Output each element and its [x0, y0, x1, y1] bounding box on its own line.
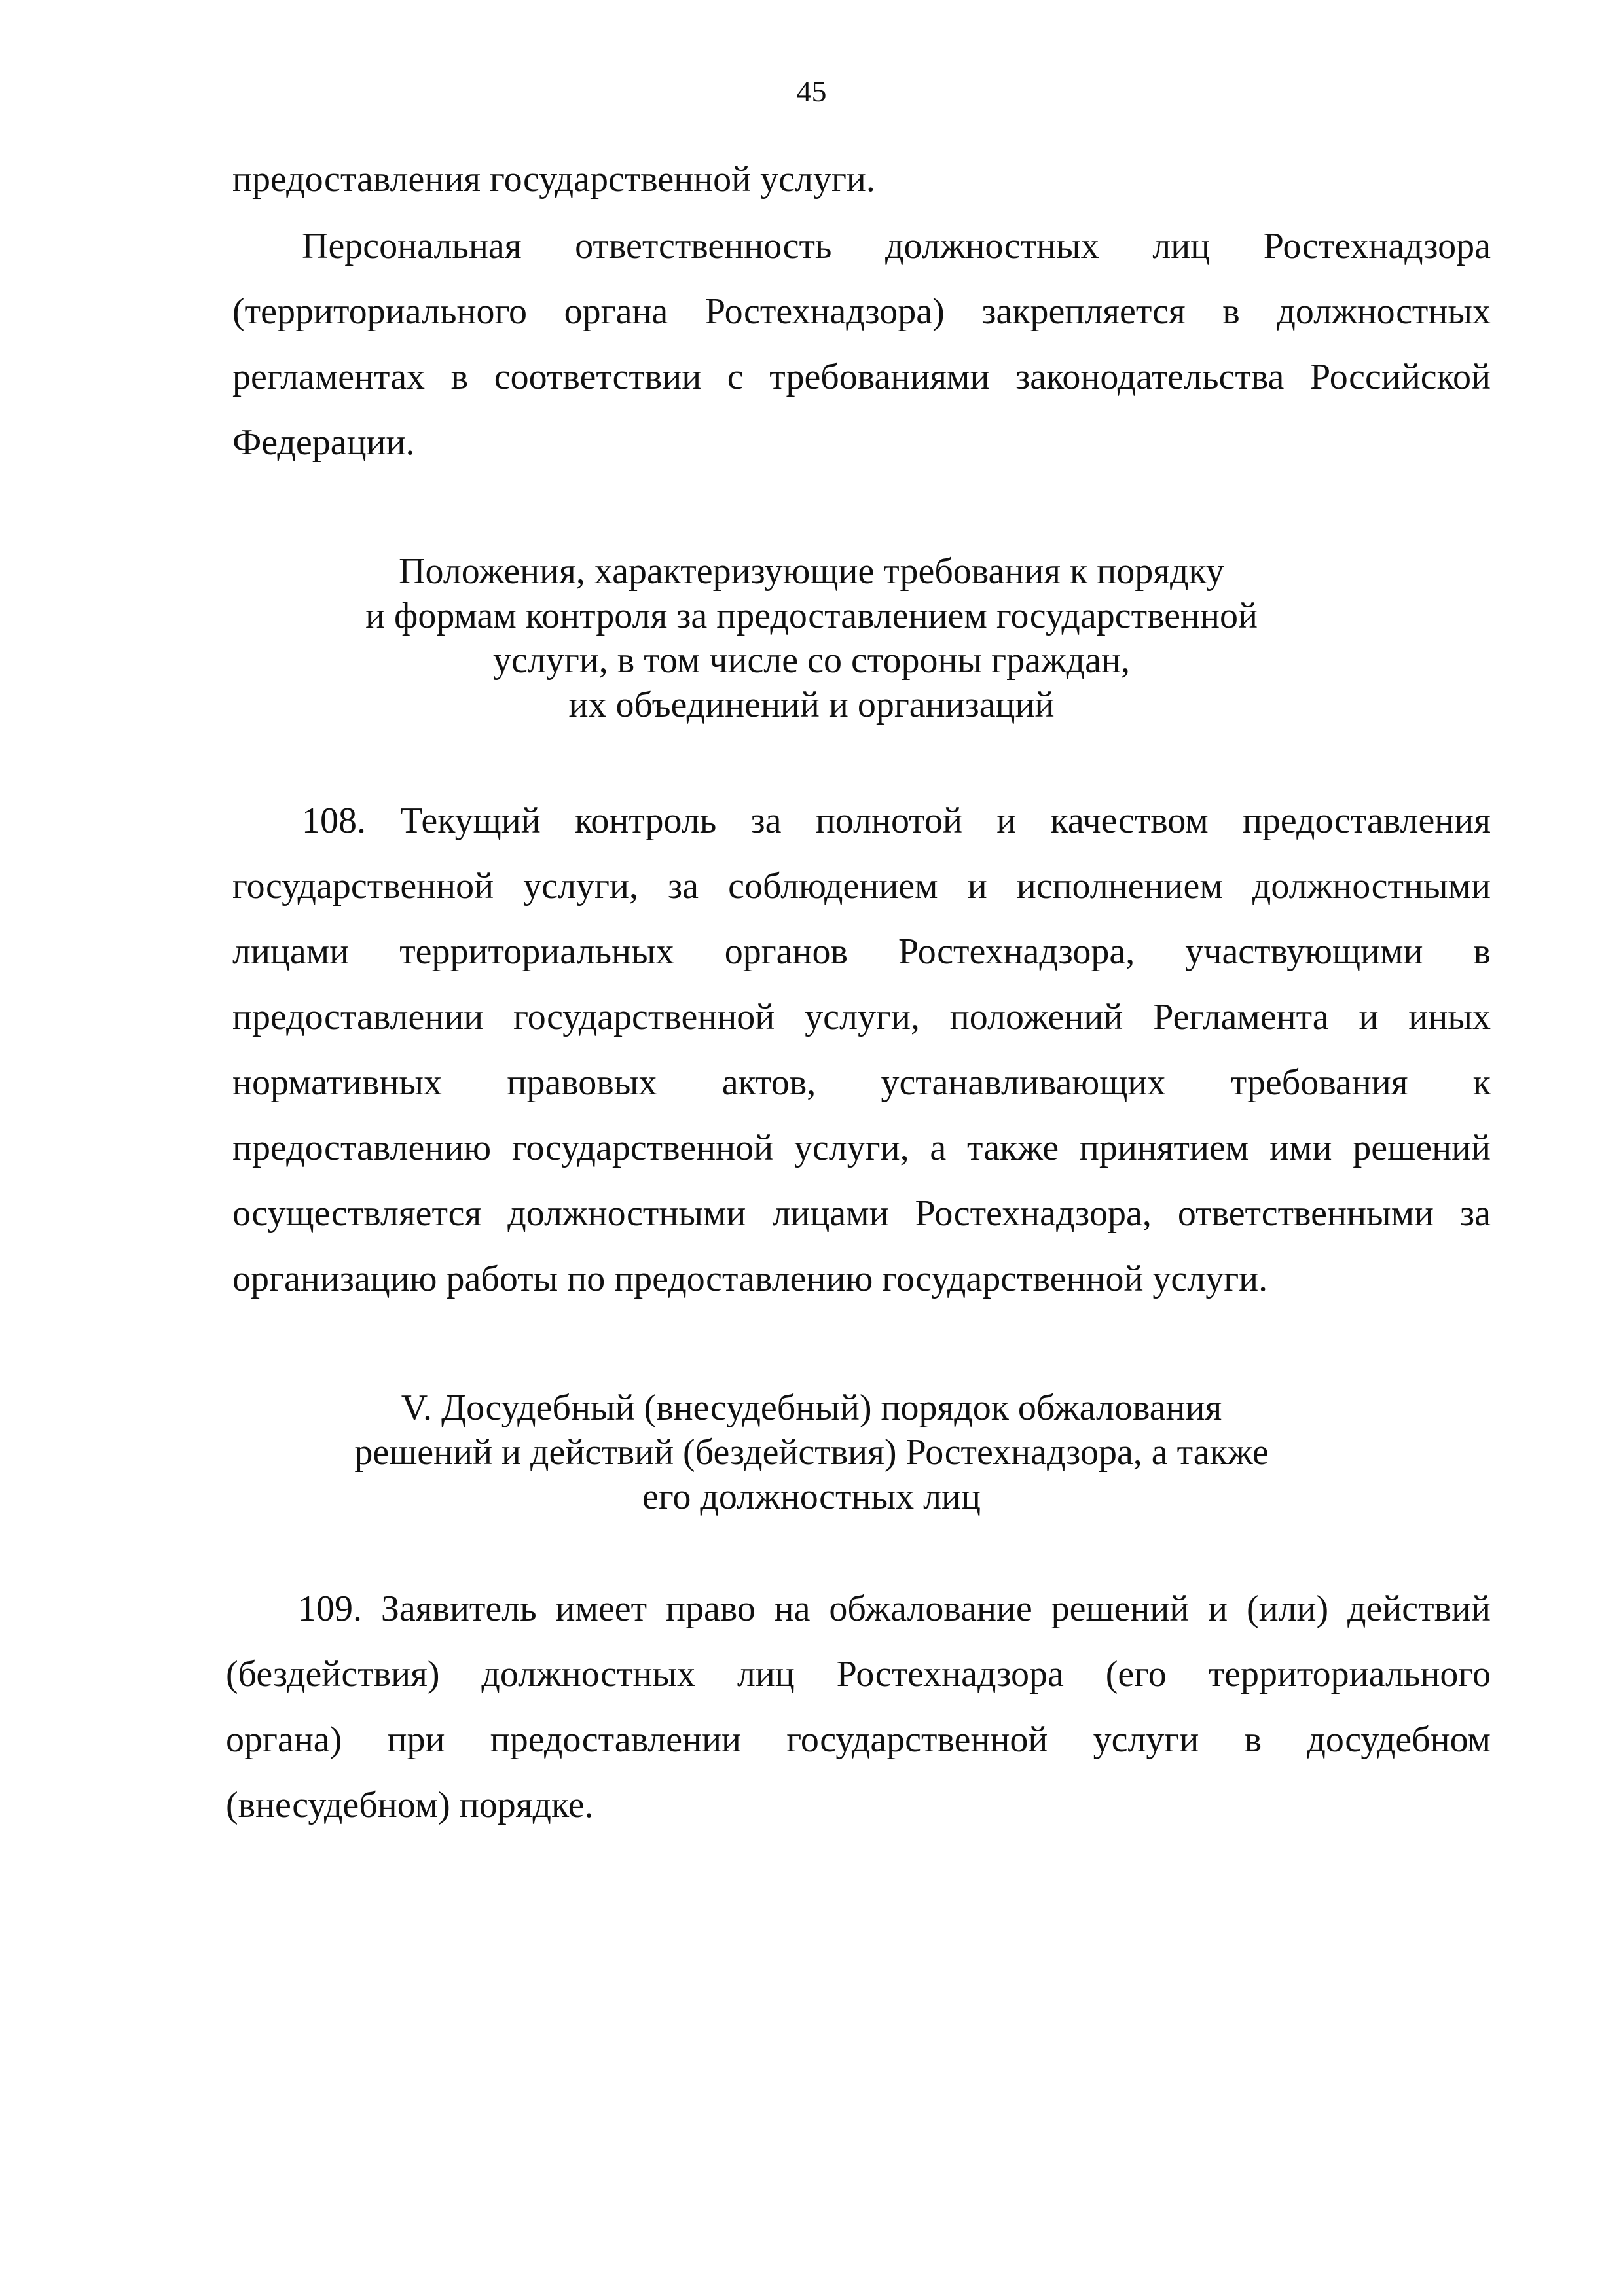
continuation-line: предоставления государственной услуги. [232, 159, 875, 200]
paragraph-line: 109. Заявитель имеет право на обжалование решений и (или) действий [298, 1588, 1491, 1629]
heading-line: их объединений и организаций [568, 685, 1055, 725]
paragraph-line: государственной услуги, за соблюдением и исполнением должностными [232, 866, 1491, 906]
paragraph-line: Персональная ответственность должностных лиц Ростехнадзора [302, 226, 1491, 266]
paragraph-line: Федерации. [232, 422, 415, 463]
heading-line: решений и действий (бездействия) Ростехнадзора, а также [354, 1432, 1269, 1473]
paragraph-line: (бездействия) должностных лиц Ростехнадзора (его территориального [226, 1654, 1491, 1695]
paragraph-line: (территориального органа Ростехнадзора) закрепляется в должностных [232, 291, 1491, 332]
paragraph-line: регламентах в соответствии с требованиями законодательства Российской [232, 357, 1491, 397]
paragraph-line: осуществляется должностными лицами Ростехнадзора, ответственными за [232, 1193, 1491, 1234]
paragraph-line: предоставлении государственной услуги, положений Регламента и иных [232, 997, 1491, 1037]
paragraph-line: организацию работы по предоставлению государственной услуги. [232, 1259, 1268, 1299]
heading-line: V. Досудебный (внесудебный) порядок обжалования [401, 1388, 1222, 1428]
paragraph-line: лицами территориальных органов Ростехнадзора, участвующими в [232, 931, 1491, 972]
heading-line: его должностных лиц [642, 1477, 981, 1517]
paragraph-line: предоставлению государственной услуги, а также принятием ими решений [232, 1128, 1491, 1168]
heading-line: услуги, в том числе со стороны граждан, [493, 640, 1130, 681]
paragraph-line: (внесудебном) порядке. [226, 1785, 594, 1825]
paragraph-line: органа) при предоставлении государственной услуги в досудебном [226, 1719, 1491, 1760]
heading-line: и формам контроля за предоставлением государственной [365, 596, 1258, 636]
heading-line: Положения, характеризующие требования к порядку [399, 551, 1224, 592]
paragraph-line: нормативных правовых актов, устанавливающих требования к [232, 1062, 1491, 1103]
page-number: 45 [796, 75, 827, 108]
paragraph-line: 108. Текущий контроль за полнотой и качеством предоставления [302, 800, 1491, 841]
